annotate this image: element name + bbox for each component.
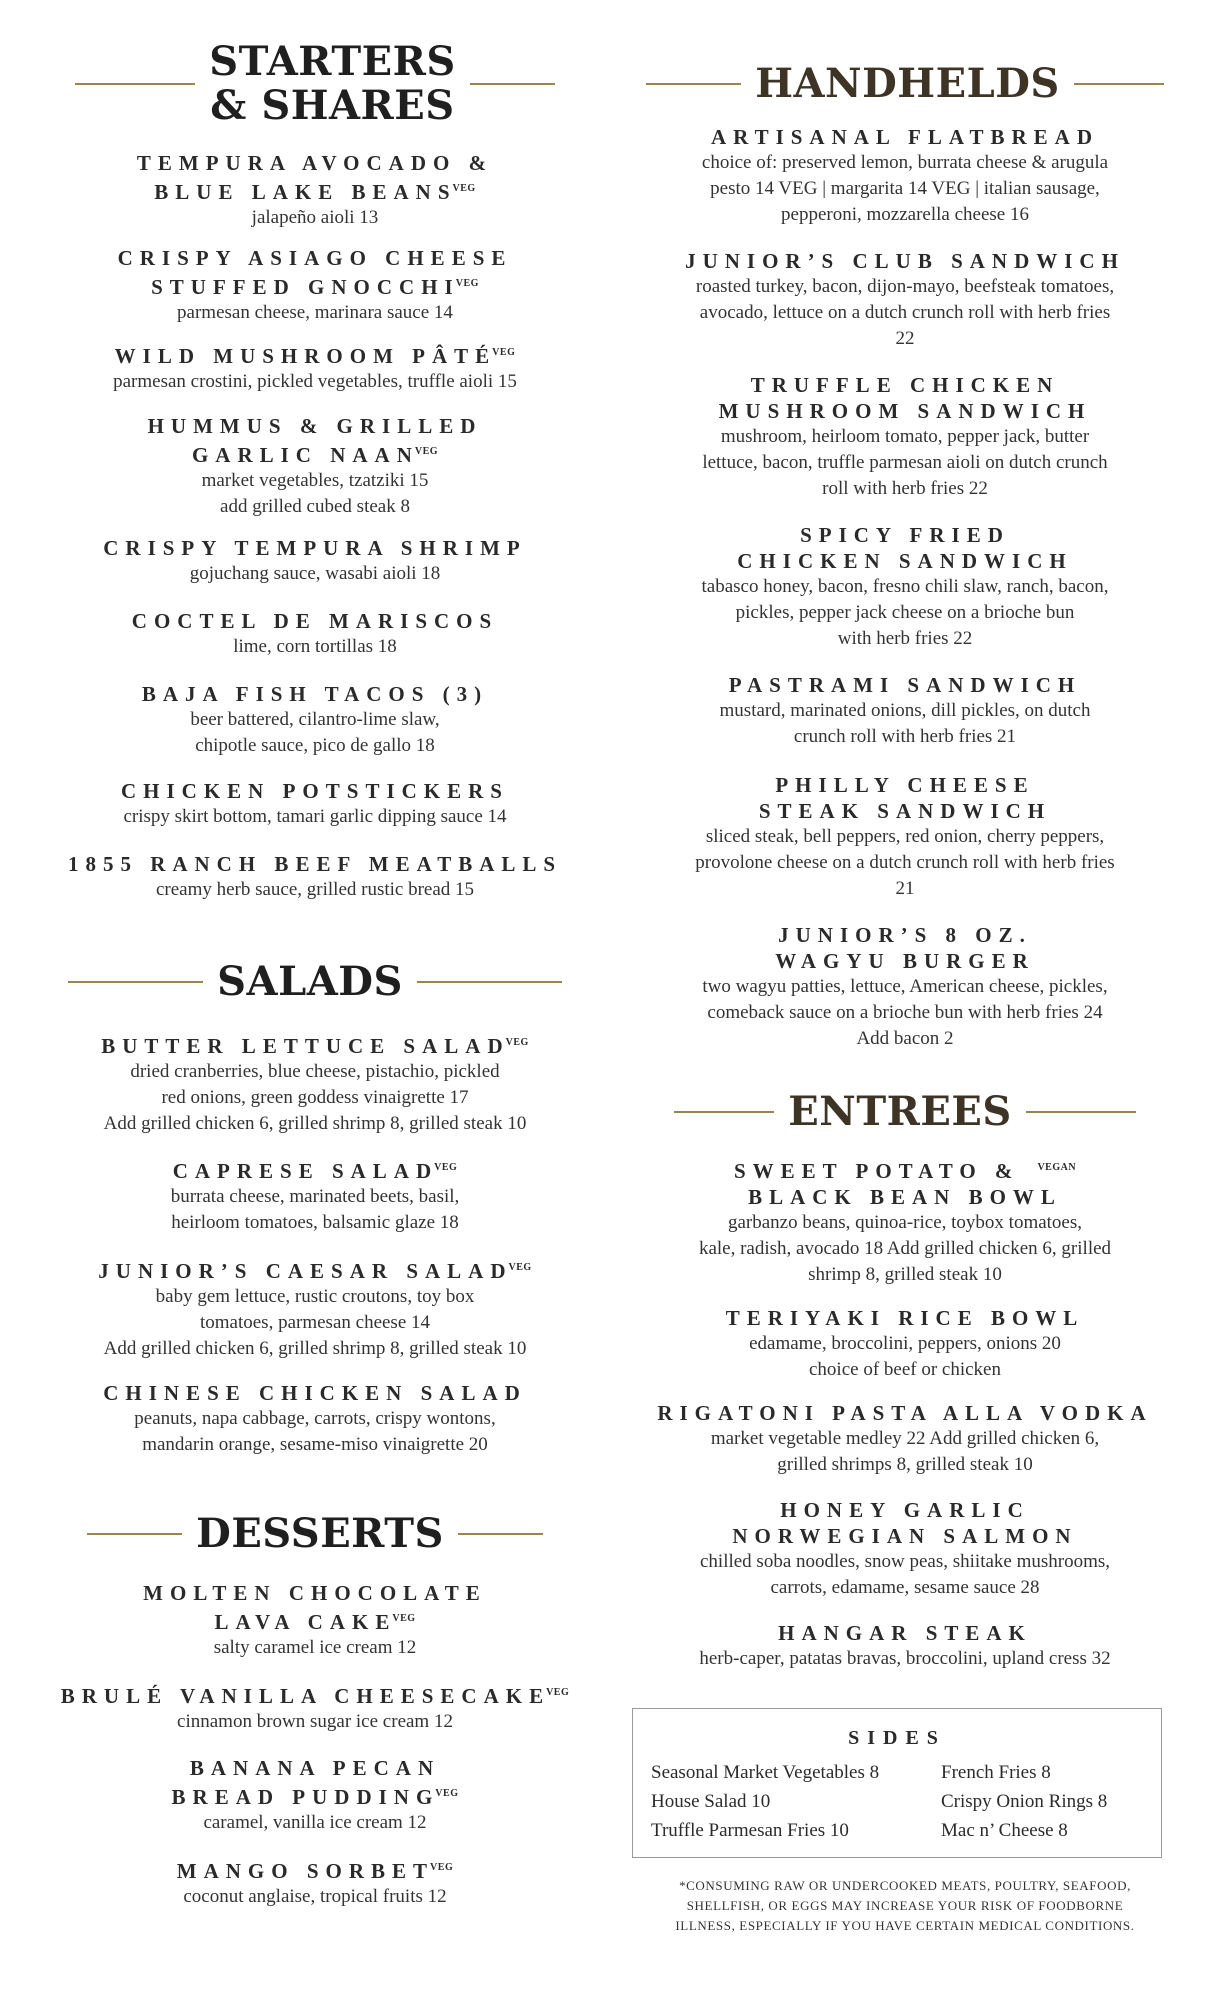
item-desc: tabasco honey, bacon, fresno chili slaw, ranch, bacon, (701, 576, 1109, 597)
item-desc: chipotle sauce, pico de gallo 18 (195, 735, 435, 756)
item-desc: peanuts, napa cabbage, carrots, crispy wontons, (134, 1408, 496, 1429)
menu-item (50, 1155, 580, 1236)
item-desc: gojuchang sauce, wasabi aioli 18 (189, 563, 441, 584)
item-desc: creamy herb sauce, grilled rustic bread 15 (155, 879, 475, 900)
menu-item (630, 1305, 1180, 1383)
item-name: MUSHROOM SANDWICH (718, 399, 1092, 423)
item-name: JUNIOR’S 8 OZ. (778, 923, 1032, 947)
sides-box (632, 1708, 1162, 1858)
entrees-title: ENTREES (788, 1088, 1012, 1135)
side-item: Truffle Parmesan Fries 10 (651, 1820, 849, 1841)
menu-item (50, 1680, 580, 1735)
item-name: BLACK BEAN BOWL (748, 1185, 1062, 1209)
header-rule-left (68, 981, 203, 983)
item-name: HUMMUS & GRILLED (147, 414, 483, 438)
side-item: Crispy Onion Rings 8 (941, 1791, 1108, 1812)
item-name: BUTTER LETTUCE $SALAD^{VEG}$ (101, 1034, 529, 1058)
menu-item (630, 1620, 1180, 1672)
item-name: MANGO $SORBET^{VEG}$ (176, 1859, 454, 1883)
item-desc: pesto 14 VEG | margarita 14 VEG | italian sausage, (710, 178, 1100, 199)
item-desc: edamame, broccolini, peppers, onions 20 (749, 1333, 1061, 1354)
item-name: WAGYU BURGER (775, 949, 1035, 973)
menu-item (50, 1580, 580, 1661)
item-desc: kale, radish, avocado 18 Add grilled chicken 6, grilled (698, 1238, 1112, 1259)
menu-item (50, 340, 580, 395)
item-desc: jalapeño aioli 13 (251, 207, 379, 228)
item-desc: Add grilled chicken 6, grilled shrimp 8, grilled steak 10 (103, 1113, 527, 1134)
item-desc: coconut anglaise, tropical fruits 12 (183, 1886, 447, 1907)
veg-tag: VEG (505, 1037, 529, 1048)
veg-tag: VEG (546, 1687, 570, 1698)
menu-item (50, 245, 580, 326)
item-desc: caramel, vanilla ice cream 12 (203, 1812, 427, 1833)
item-desc: cinnamon brown sugar ice cream 12 (177, 1711, 453, 1732)
starters-title-line2: & SHARES (210, 82, 455, 129)
veg-tag: VEG (434, 1162, 458, 1173)
menu-item (630, 1155, 1180, 1288)
item-name: STUFFED $GNOCCHI^{VEG}$ (151, 275, 479, 299)
item-desc: Add bacon 2 (856, 1028, 954, 1049)
item-desc: crunch roll with herb fries 21 (793, 726, 1017, 747)
item-desc: shrimp 8, grilled steak 10 (808, 1264, 1002, 1285)
item-name: PHILLY CHEESE (775, 773, 1035, 797)
veg-tag: VEG (435, 1788, 459, 1799)
veg-tag: VEG (414, 446, 439, 457)
header-rule-right (1026, 1111, 1136, 1113)
item-name: SPICY FRIED (800, 523, 1010, 547)
menu-item (630, 522, 1180, 652)
starters-title-line1: STARTERS (209, 38, 456, 85)
menu-item (630, 1497, 1180, 1601)
item-name: PASTRAMI SANDWICH (728, 673, 1082, 697)
item-name: CRISPY ASIAGO CHEESE (117, 246, 513, 270)
item-name: CHICKEN SANDWICH (737, 549, 1073, 573)
item-desc: lettuce, bacon, truffle parmesan aioli on dutch crunch (702, 452, 1108, 473)
item-name: TERIYAKI RICE BOWL (725, 1306, 1085, 1330)
menu-item (630, 248, 1180, 352)
menu-item (50, 851, 580, 903)
item-desc: choice of: preserved lemon, burrata cheese & arugula (701, 152, 1109, 173)
item-desc: sliced steak, bell peppers, red onion, cherry peppers, (705, 826, 1105, 847)
item-name: JUNIOR’S CLUB SANDWICH (685, 249, 1125, 273)
item-name: BRULÉ VANILLA $CHEESECAKE^{VEG}$ (60, 1684, 570, 1708)
item-desc: beer battered, cilantro-lime slaw, (190, 709, 440, 730)
veg-tag: VEG (508, 1262, 532, 1273)
handhelds-title: HANDHELDS (755, 60, 1060, 107)
side-item: Seasonal Market Vegetables 8 (651, 1762, 880, 1783)
menu-item (50, 1855, 580, 1910)
header-rule-left (674, 1111, 774, 1113)
item-desc: dried cranberries, blue cheese, pistachio, pickled (130, 1061, 500, 1082)
item-desc: parmesan crostini, pickled vegetables, truffle aioli 15 (113, 371, 517, 392)
item-desc: market vegetables, tzatziki 15 (201, 470, 429, 491)
advisory-line: *CONSUMING RAW OR UNDERCOOKED MEATS, POULTRY, SEAFOOD, (679, 1878, 1131, 1893)
side-item: Mac n’ Cheese 8 (941, 1820, 1068, 1841)
header-rule-left (646, 83, 741, 85)
item-name: CAPRESE $SALAD^{VEG}$ (172, 1159, 458, 1183)
entrees-header (630, 1090, 1180, 1134)
item-name: 1855 RANCH BEEF MEATBALLS (67, 852, 563, 876)
item-desc: 21 (895, 878, 915, 899)
menu-item (50, 150, 580, 231)
item-desc: avocado, lettuce on a dutch crunch roll with herb fries (699, 302, 1111, 323)
item-desc: red onions, green goddess vinaigrette 17 (161, 1087, 469, 1108)
item-desc: pickles, pepper jack cheese on a brioche bun (735, 602, 1075, 623)
menu-item (50, 413, 580, 520)
item-desc: roasted turkey, bacon, dijon-mayo, beefsteak tomatoes, (695, 276, 1115, 297)
item-desc: roll with herb fries 22 (822, 478, 988, 499)
item-desc: chilled soba noodles, snow peas, shiitake mushrooms, (699, 1551, 1111, 1572)
item-desc: heirloom tomatoes, balsamic glaze 18 (171, 1212, 459, 1233)
menu-item (630, 672, 1180, 750)
item-name: TEMPURA AVOCADO & (136, 151, 494, 175)
item-desc: mushroom, heirloom tomato, pepper jack, butter (720, 426, 1090, 447)
header-rule-right (458, 1533, 543, 1535)
header-rule-right (470, 83, 555, 85)
item-name: GARLIC $NAAN^{VEG}$ (191, 443, 439, 467)
item-desc: crispy skirt bottom, tamari garlic dipping sauce 14 (123, 806, 507, 827)
item-name: RIGATONI PASTA ALLA VODKA (657, 1401, 1153, 1425)
menu-item (50, 535, 580, 587)
item-name: BLUE LAKE $BEANS^{VEG}$ (154, 180, 476, 204)
item-desc: with herb fries 22 (837, 628, 973, 649)
item-desc: market vegetable medley 22 Add grilled chicken 6, (710, 1428, 1100, 1449)
item-desc: garbanzo beans, quinoa-rice, toybox tomatoes, (727, 1212, 1083, 1233)
item-name: BREAD $PUDDING^{VEG}$ (171, 1785, 459, 1809)
item-name: NORWEGIAN SALMON (732, 1524, 1078, 1548)
item-desc: parmesan cheese, marinara sauce 14 (177, 302, 453, 323)
menu-item (50, 608, 580, 660)
item-desc: lime, corn tortillas 18 (233, 636, 397, 657)
item-name: CRISPY TEMPURA SHRIMP (103, 536, 527, 560)
desserts-header (50, 1512, 580, 1556)
sides-title: SIDES (848, 1727, 946, 1749)
salads-header (50, 960, 580, 1004)
item-name: BAJA FISH TACOS (3) (141, 682, 489, 706)
consumer-advisory (630, 1876, 1180, 1936)
item-desc: mandarin orange, sesame-miso vinaigrette 20 (142, 1434, 488, 1455)
advisory-line: ILLNESS, ESPECIALLY IF YOU HAVE CERTAIN MEDICAL CONDITIONS. (675, 1918, 1135, 1933)
veg-tag: VEG (392, 1613, 416, 1624)
item-name: MOLTEN CHOCOLATE (143, 1581, 487, 1605)
menu-item (50, 1380, 580, 1458)
sides-list (651, 1759, 1151, 1844)
veg-tag: VEG (455, 278, 479, 289)
item-name: LAVA $CAKE^{VEG}$ (214, 1610, 416, 1634)
item-desc: carrots, edamame, sesame sauce 28 (770, 1577, 1040, 1598)
header-rule-left (87, 1533, 182, 1535)
side-item: House Salad 10 (651, 1791, 771, 1812)
header-rule-right (417, 981, 562, 983)
item-desc: pepperoni, mozzarella cheese 16 (781, 204, 1029, 225)
item-desc: Add grilled chicken 6, grilled shrimp 8, grilled steak 10 (103, 1338, 527, 1359)
veg-tag: VEG (492, 347, 516, 358)
menu-item (50, 778, 580, 830)
item-desc: add grilled cubed steak 8 (220, 496, 410, 517)
item-name: JUNIOR’S CAESAR $SALAD^{VEG}$ (98, 1259, 532, 1283)
item-desc: choice of beef or chicken (808, 1359, 1001, 1380)
item-name: COCTEL DE MARISCOS (131, 609, 499, 633)
menu-item (630, 772, 1180, 902)
item-name: TRUFFLE CHICKEN (750, 373, 1060, 397)
menu-item (50, 681, 580, 759)
item-desc: grilled shrimps 8, grilled steak 10 (777, 1454, 1033, 1475)
menu-item (50, 1755, 580, 1836)
item-name: HANGAR STEAK (778, 1621, 1032, 1645)
advisory-line: SHELLFISH, OR EGGS MAY INCREASE YOUR RISK OF FOODBORNE (686, 1898, 1124, 1913)
item-desc: comeback sauce on a brioche bun with herb fries 24 (707, 1002, 1103, 1023)
side-item: French Fries 8 (941, 1762, 1051, 1783)
item-desc: 22 (895, 328, 915, 349)
menu-item (630, 1400, 1180, 1478)
item-desc: tomatoes, parmesan cheese 14 (199, 1312, 431, 1333)
item-name: STEAK SANDWICH (758, 799, 1052, 823)
item-desc: herb-caper, patatas bravas, broccolini, upland cress 32 (699, 1648, 1111, 1669)
vegan-tag: VEGAN (1037, 1162, 1077, 1173)
item-name: HONEY GARLIC (780, 1498, 1030, 1522)
menu-item (50, 1255, 580, 1362)
header-rule-left (75, 83, 195, 85)
item-desc: two wagyu patties, lettuce, American cheese, pickles, (702, 976, 1108, 997)
item-name: SWEET POTATO & $^{VEGAN}$ (733, 1159, 1077, 1183)
header-rule-right (1074, 83, 1164, 85)
item-desc: mustard, marinated onions, dill pickles, on dutch (719, 700, 1091, 721)
item-name: ARTISANAL FLATBREAD (710, 125, 1099, 149)
item-name: CHINESE CHICKEN SALAD (103, 1381, 527, 1405)
veg-tag: VEG (430, 1862, 454, 1873)
handhelds-header (630, 62, 1180, 106)
item-desc: salty caramel ice cream 12 (213, 1637, 417, 1658)
menu-item (630, 372, 1180, 502)
item-name: WILD MUSHROOM $PÂTÉ^{VEG}$ (114, 344, 516, 368)
veg-tag: VEG (452, 183, 476, 194)
menu-item (630, 124, 1180, 228)
item-name: CHICKEN POTSTICKERS (121, 779, 509, 803)
item-desc: provolone cheese on a dutch crunch roll with herb fries (695, 852, 1115, 873)
menu-item (630, 922, 1180, 1052)
starters-title (209, 40, 455, 128)
item-name: BANANA PECAN (189, 1756, 441, 1780)
menu-item (50, 1030, 580, 1137)
desserts-title: DESSERTS (196, 1510, 444, 1557)
item-desc: baby gem lettuce, rustic croutons, toy box (155, 1286, 475, 1307)
item-desc: burrata cheese, marinated beets, basil, (170, 1186, 460, 1207)
salads-title: SALADS (217, 958, 403, 1005)
starters-header (50, 40, 580, 128)
